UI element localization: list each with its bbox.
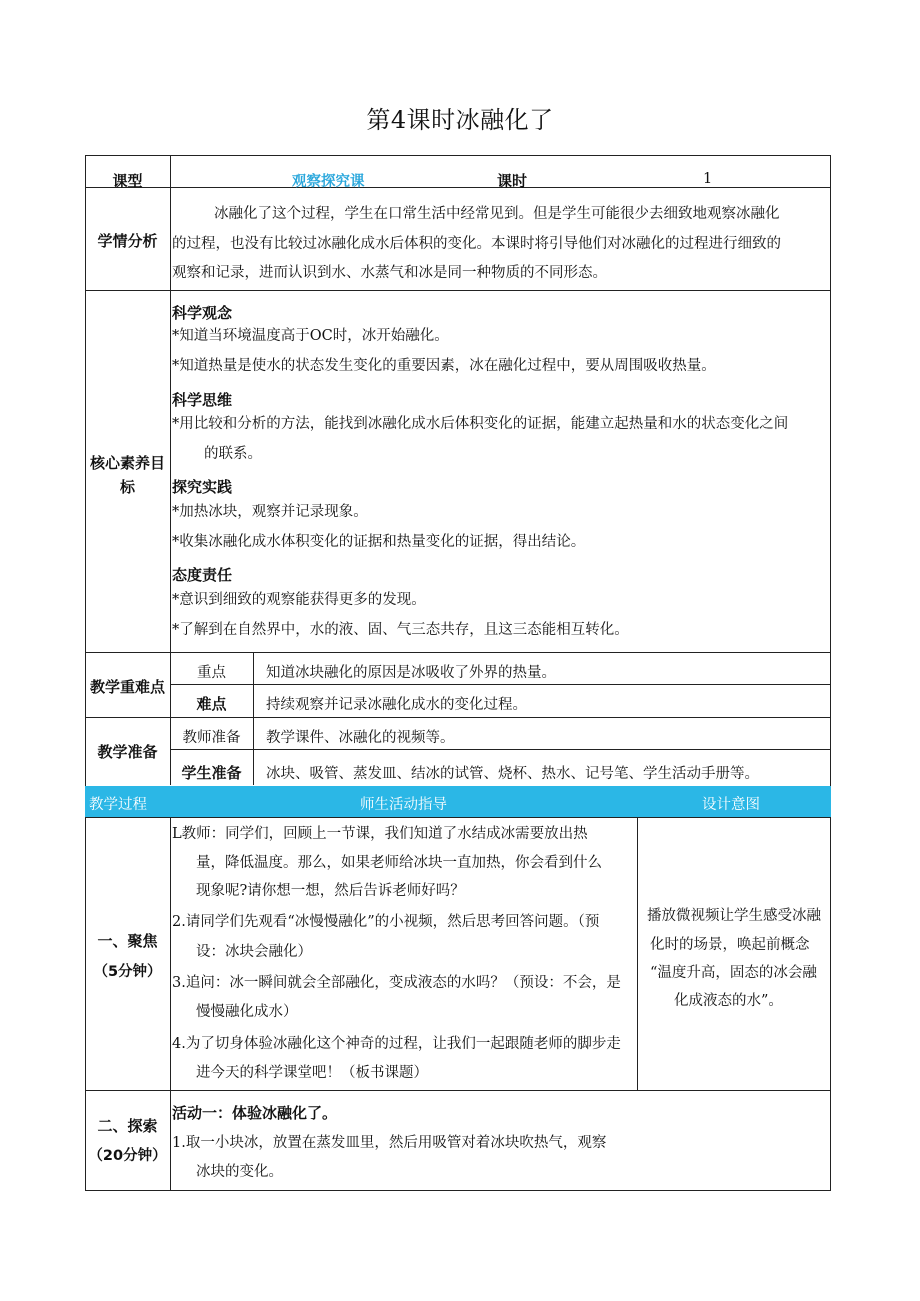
goal-item: *知道热量是使水的状态发生变化的重要因素，冰在融化过程中，要从周围吸收热量。 [172, 358, 716, 374]
stage2-label: 二、探索 [97, 1117, 158, 1135]
page-title: 第4课时冰融化了 [366, 106, 554, 134]
key-point-label: 重点 [197, 665, 226, 681]
difficult-point-label: 难点 [196, 695, 227, 713]
goal-heading-science-thinking: 科学思维 [172, 391, 233, 409]
process-header-col1: 教学过程 [89, 797, 147, 813]
key-point-text: 知道冰块融化的原因是冰吸收了外界的热量。 [266, 665, 556, 681]
process-header-col2: 师生活动指导 [360, 797, 447, 813]
stage2-line: 冰块的变化。 [196, 1164, 283, 1180]
stage1-line: L教师：同学们，回顾上一节课，我们知道了水结成冰需要放出热 [172, 826, 588, 842]
goal-item: *了解到在自然界中，水的液、固、气三态共存，且这三态能相互转化。 [172, 622, 629, 638]
activity-one-title: 活动一：体验冰融化了。 [172, 1104, 338, 1122]
goal-item: 的联系。 [204, 446, 262, 462]
stage1-line: 设：冰块会融化） [196, 944, 312, 960]
goals-label-line1: 核心素养目 [89, 454, 165, 472]
stage1-intent-line: 化时的场景，唤起前概念 [650, 937, 810, 953]
goal-item: *用比较和分析的方法，能找到冰融化成水后体积变化的证据，能建立起热量和水的状态变化之间 [172, 416, 789, 432]
goal-heading-science-concept: 科学观念 [172, 304, 233, 322]
stage1-intent-line: 播放微视频让学生感受冰融 [647, 908, 821, 924]
stage2-line: 1.取一小块冰，放置在蒸发皿里，然后用吸管对着冰块吹热气，观察 [172, 1135, 607, 1151]
stage1-label: 一、聚焦 [97, 932, 158, 950]
prep-label: 教学准备 [97, 743, 158, 761]
goal-heading-inquiry: 探究实践 [172, 478, 233, 496]
course-type-value: 观察探究课 [292, 174, 365, 190]
teacher-prep-label: 教师准备 [182, 730, 241, 746]
student-prep-label: 学生准备 [181, 764, 242, 782]
stage1-intent-line: “温度升高，固态的冰会融 [650, 965, 817, 981]
goal-item: *加热冰块，观察并记录现象。 [172, 504, 368, 520]
stage1-line: 量，降低温度。那么，如果老师给冰块一直加热，你会看到什么 [196, 855, 602, 871]
stage2-duration: （20分钟） [88, 1148, 167, 1164]
analysis-line-1: 冰融化了这个过程，学生在口常生活中经常见到。但是学生可能很少去细致地观察冰融化 [214, 206, 780, 222]
goal-item: *意识到细致的观察能获得更多的发现。 [172, 592, 426, 608]
teacher-prep-text: 教学课件、冰融化的视频等。 [266, 730, 455, 746]
hours-value: 1 [703, 171, 713, 187]
analysis-line-2: 的过程，也没有比较过冰融化成水后体积的变化。本课时将引导他们对冰融化的过程进行细致的 [172, 236, 781, 252]
goal-heading-attitude: 态度责任 [172, 566, 233, 584]
keypoints-label: 教学重难点 [89, 678, 165, 696]
stage1-line: 3.追问：冰一瞬间就会全部融化，变成液态的水吗？（预设：不会，是 [172, 975, 621, 991]
stage1-line: 现象呢?请你想一想，然后告诉老师好吗？ [196, 883, 465, 899]
stage1-intent-line: 化成液态的水”。 [674, 993, 783, 1009]
goal-item: *知道当环境温度高于OC时，冰开始融化。 [172, 328, 449, 344]
stage1-line: 4.为了切身体验冰融化这个神奇的过程，让我们一起跟随老师的脚步走 [172, 1036, 621, 1052]
analysis-line-3: 观察和记录，进而认识到水、水蒸气和冰是同一种物质的不同形态。 [172, 265, 607, 281]
hours-label: 课时 [497, 172, 528, 190]
student-prep-text: 冰块、吸管、蒸发皿、结冰的试管、烧杯、热水、记号笔、学生活动手册等。 [266, 766, 759, 782]
process-header-col3: 设计意图 [702, 797, 760, 813]
stage1-line: 慢慢融化成水） [196, 1004, 298, 1020]
analysis-label: 学情分析 [97, 232, 158, 250]
difficult-point-text: 持续观察并记录冰融化成水的变化过程。 [266, 697, 527, 713]
stage1-duration: （5分钟） [93, 964, 162, 980]
goal-item: *收集冰融化成水体积变化的证据和热量变化的证据，得出结论。 [172, 534, 586, 550]
stage1-line: 2.请同学们先观看“冰慢慢融化”的小视频，然后思考回答问题。（预 [172, 914, 600, 930]
goals-label-line2: 标 [119, 478, 135, 496]
stage1-line: 进今天的科学课堂吧！（板书课题） [196, 1065, 428, 1081]
course-type-label: 课型 [112, 172, 143, 190]
